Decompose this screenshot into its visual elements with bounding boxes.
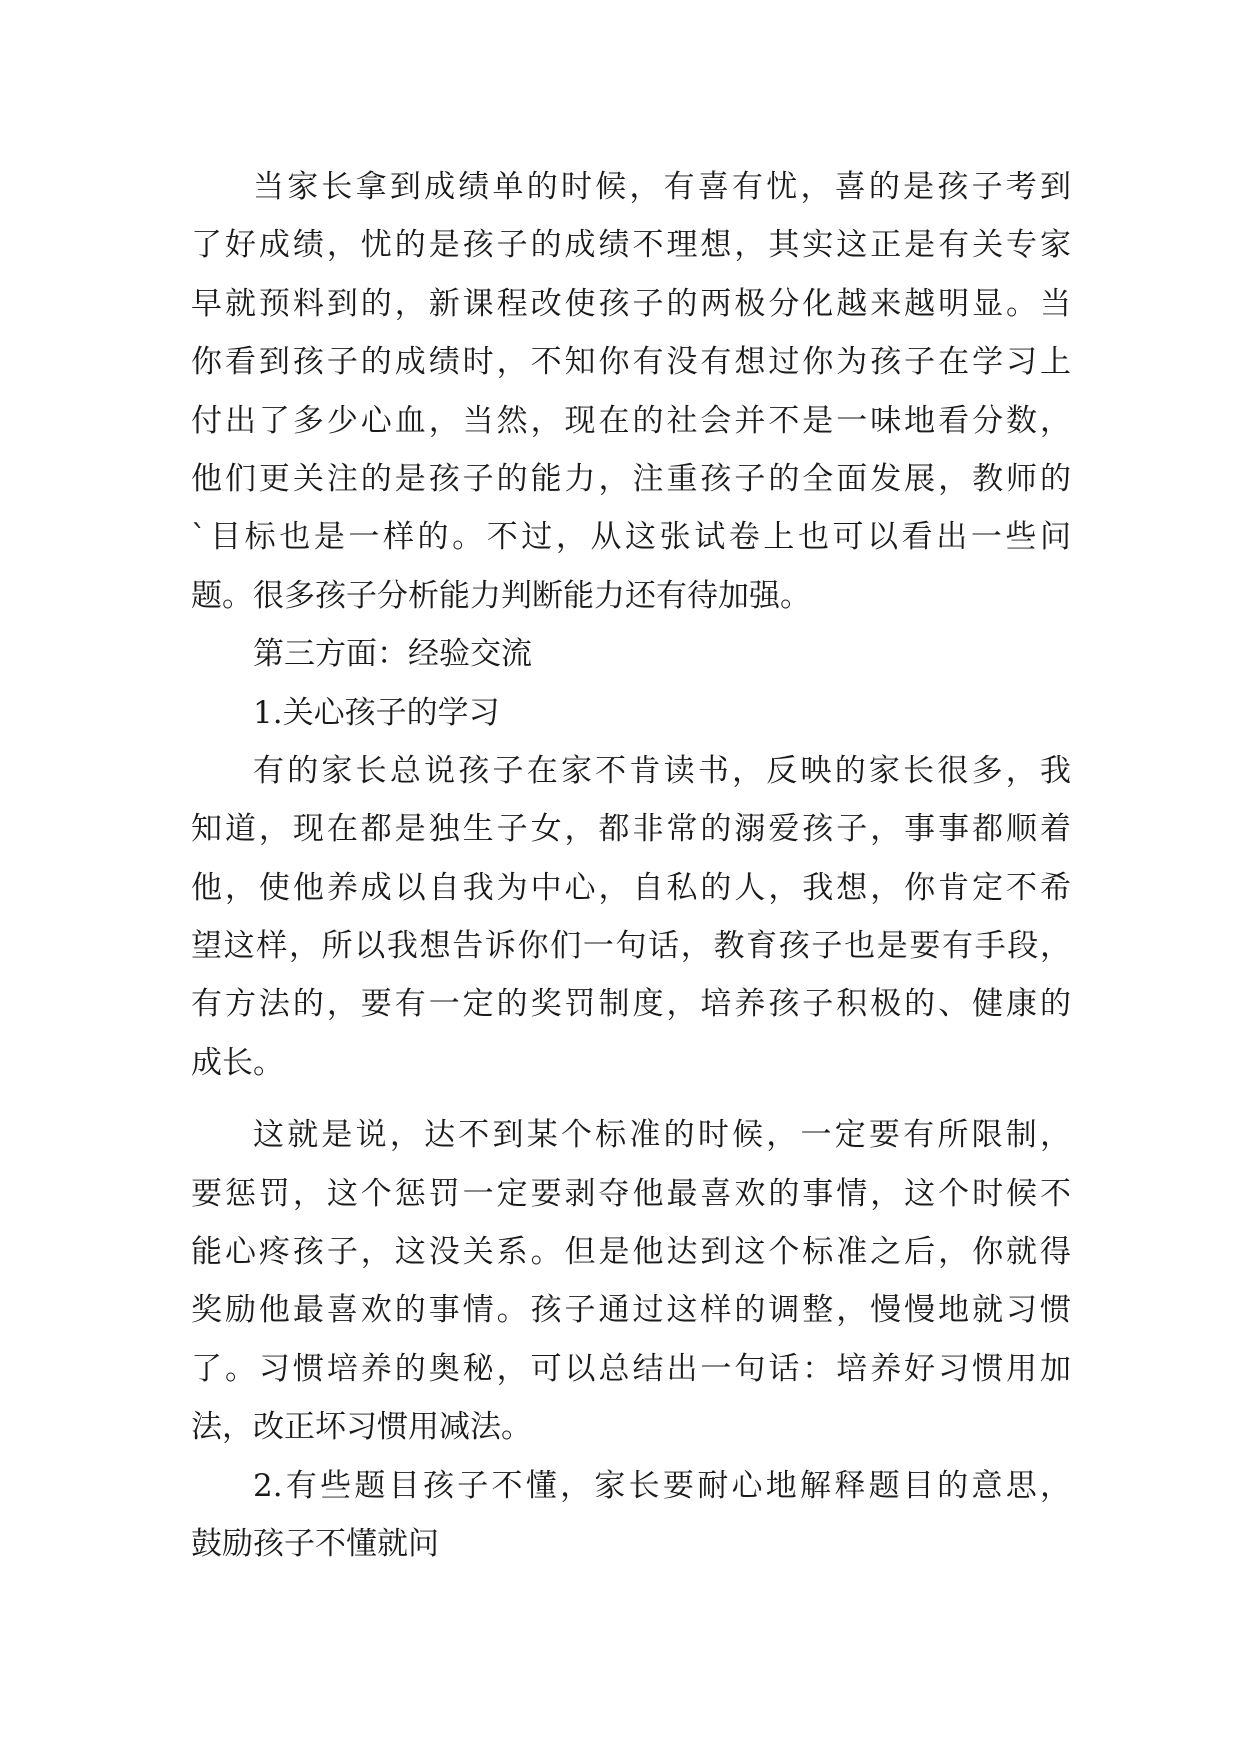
document-body [191,158,1071,1573]
text-line: 了。习惯培养的奥秘，可以总结出一句话：培养好习惯用加 [191,1350,1071,1387]
paragraph-rewards [191,1106,1071,1456]
text-line: 了好成绩，忧的是孩子的成绩不理想，其实这正是有关专家 [191,227,1071,264]
subheading-1 [191,684,1071,742]
text-line: 这就是说，达不到某个标准的时候，一定要有所限制， [253,1117,1071,1154]
text-line: 成长。 [191,1044,284,1081]
text-line: `目标也是一样的。不过，从这张试卷上也可以看出一些问 [191,519,1071,556]
text-line: 有的家长总说孩子在家不肯读书，反映的家长很多，我 [253,752,1071,789]
text-line: 早就预料到的，新课程改使孩子的两极分化越来越明显。当 [191,285,1071,322]
paragraph-reading [191,742,1071,1092]
text-line: 能心疼孩子，这没关系。但是他达到这个标准之后，你就得 [191,1234,1071,1271]
text-line: 望这样，所以我想告诉你们一句话，教育孩子也是要有手段， [191,928,1071,965]
text-line: 他们更关注的是孩子的能力，注重孩子的全面发展，教师的 [191,460,1071,497]
text-line: 付出了多少心血，当然，现在的社会并不是一味地看分数， [191,402,1071,439]
text-line: 奖励他最喜欢的事情。孩子通过这样的调整，慢慢地就习惯 [191,1292,1071,1329]
text-line: 2.有些题目孩子不懂，家长要耐心地解释题目的意思， [253,1467,1071,1504]
paragraph-spacer [191,1092,1071,1106]
heading-text: 1.关心孩子的学习 [253,694,500,731]
subheading-2 [191,1457,1071,1574]
text-line: 他，使他养成以自我为中心，自私的人，我想，你肯定不希 [191,869,1071,906]
text-line: 鼓励孩子不懂就问 [191,1525,439,1562]
text-line: 知道，现在都是独生子女，都非常的溺爱孩子，事事都顺着 [191,811,1071,848]
text-line: 法，改正坏习惯用减法。 [191,1409,532,1446]
paragraph-report-card [191,158,1071,625]
text-line: 你看到孩子的成绩时，不知你有没有想过你为孩子在学习上 [191,344,1071,381]
heading-text: 第三方面：经验交流 [253,636,532,673]
text-line: 有方法的，要有一定的奖罚制度，培养孩子积极的、健康的 [191,986,1071,1023]
text-line: 题。很多孩子分析能力判断能力还有待加强。 [191,577,811,614]
text-line: 要惩罚，这个惩罚一定要剥夺他最喜欢的事情，这个时候不 [191,1175,1071,1212]
section-heading [191,625,1071,683]
text-line: 当家长拿到成绩单的时候，有喜有忧，喜的是孩子考到 [253,169,1071,205]
